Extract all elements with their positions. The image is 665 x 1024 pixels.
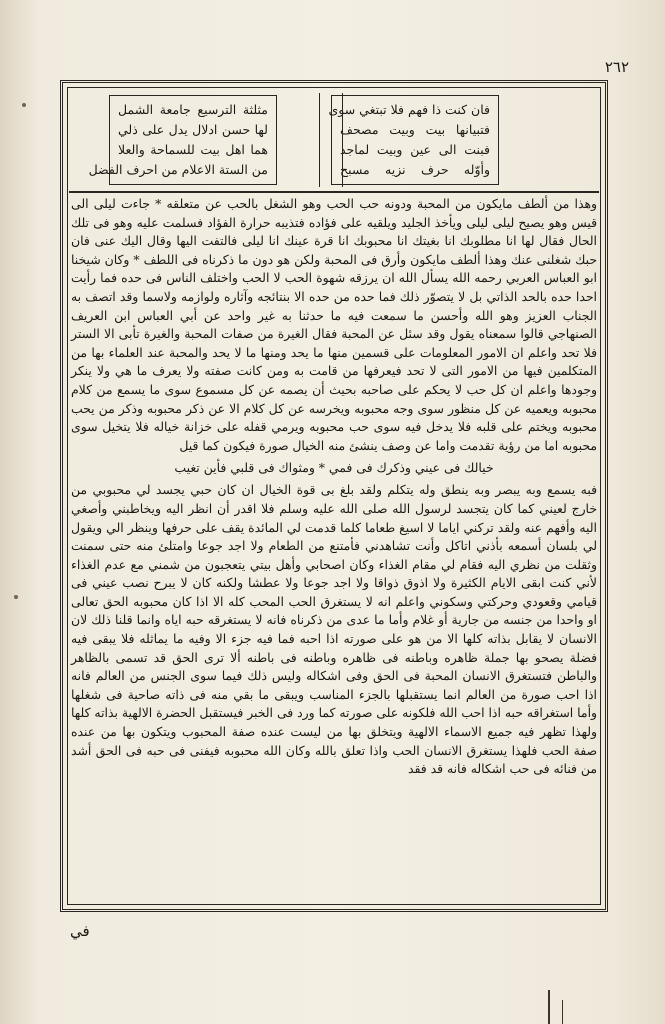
poem-line: فتبيانها بيت وبيت مصحف xyxy=(340,122,490,137)
poem-line: فان كنت ذا فهم فلا تبتغي سوى xyxy=(328,102,490,117)
page-number: ٢٦٢ xyxy=(604,58,629,76)
verse-line: خيالك فى عيني وذكرك فى فمي * ومثواك فى قلبي فأين تغيب xyxy=(174,460,494,476)
poem-line: وأوّله حرف نزيه مسبح xyxy=(340,162,490,177)
paragraph: وهذا من ألطف مايكون من المحبة ودونه حب الحب وهو الشغل بالحب عن متعلقه * جاءت ليلى الى قيس وهو يصيح ليلى ليلى ويأخذ الجليد ويلقيه على فؤاده فتذيبه حرارة الفؤاد فسلمت عليه وهو فى تلك الحال فقال لها انا مطلوبك انا بغيتك انا محبوبك انا قرة عينك انا ليلى فالتفت اليها وقال اليك عنى فان حبك شغلنى عنك وهذا ألطف مايكون وأرق فى المحبة ولكن هو دون ما ذكرناه فى اللطف * وكان شيخنا ابو العباس العربي رحمه الله يسأل الله ان يرزقه شهوة الحب لا الحب واختلف الناس فى حده فما رأيت احدا حده بالحد الذاتي بل لا يتصوّر ذلك فما حده من حده الا بنتائجه وآثاره ولوازمه ولاسما وقد اتصف به الجناب العزيز وهو الله وأحسن ما سمعت فيه ما حدثنا به غير واحد عن أبي العباس ابن العريف الصنهاجي قالوا سمعناه يقول وقد سئل عن المحبة فقال الغيرة من صفات المحبة والغيرة تأبى الا الستر فلا تحد واعلم ان الامور المعلومات على قسمين منها ما يحد ومنها ما لا يحد والمحبة عند العلماء بها من المتكلمين فيها من الامور التى لا تحد فيعرفها من قامت به ومن كانت صفته ولا يعرف ما هي ولا ينكر وجودها واعلم ان كل حب لا يحكم على صاحبه بحيث أن يصمه عن كل مسموع سوى ما يسمع من كلام محبوبه ويعميه عن كل منظور سوى وجه محبوبه ويخرسه عن كل كلام الا عن ذكر محبوبه وذكر من يحب محبوبه ويختم على قلبه فلا يدخل فيه سوى حب محبوبه ويرمي قفله على خزانة خياله فلا يتخيل سوى محبوبه اما من رؤية تقدمت واما عن وصف ينشئ منه الخيال صورة فيكون كما قيل xyxy=(71,196,597,453)
paper-stain xyxy=(14,595,18,599)
catchword: في xyxy=(70,922,90,940)
poem-divider xyxy=(319,93,343,187)
poem-line: فبنت الى عين وبيت لماجد xyxy=(340,142,490,157)
poem-right-stanza xyxy=(328,95,499,185)
poem-line: من الستة الاعلام من احرف الفضل xyxy=(88,162,268,177)
margin-mark xyxy=(562,1000,563,1024)
main-text xyxy=(71,195,597,903)
poem-line: مثلثة الترسيع جامعة الشمل xyxy=(118,102,268,117)
margin-mark xyxy=(548,990,550,1024)
poem-line: لها حسن ادلال يدل على ذلي xyxy=(118,122,268,137)
poem-left-stanza xyxy=(88,95,277,185)
paragraph: فبه يسمع وبه يبصر وبه ينطق وله يتكلم ولقد بلغ بى قوة الخيال ان كان حبي يجسد لي محبوبي من خارج لعيني كما كان يتجسد لرسول الله صلى الله عليه وسلم فلا اقدر أن انظر اليه ويخاطبني وأصغي اليه وأفهم عنه ولقد تركني اياما لا اسيغ طعاما كلما قدمت لي المائدة يقف على حرفها وينظر الي ويقول لي بلسان أسمعه بأذني اتاكل وأنت تشاهدني فأمتنع من الطعام ولا اجد جوعا وامتلئ منه حتى سمنت وثقلت من نظري اليه فقام لي مقام الغذاء وكان اصحابي وأهل بيتي يتعجبون من شمني مع عدم الغذاء لأني كنت ابقى الايام الكثيرة ولا اذوق ذواقا ولا اجد جوعا ولا عطشا ولكنه كان لا يبرح نصب عيني فى قيامي وقعودي وحركتي وسكوني واعلم انه لا يستغرق الحب المحب كله الا اذا كان محبوبه الحق تعالى او واحدا من جنسه من جارية أو غلام وأما ما عدى من ذكرناه فانه لا يستغرقه حبه اياه وانما قلنا ذلك لان الانسان لا يقابل بذاته كلها الا من هو على صورته اذا احبه فما فيه جزء الا وفيه ما يماثله فلا يبقى فيه فضلة يصحو بها جملة ظاهره وباطنه فى ظاهره وباطنه فى باطنه ألا ترى الحق قد تسمى بالظاهر والباطن فتستغرق الانسان المحبة فى الحق وفى اشكاله وليس ذلك فيما سوى الجنس من العالم فانه اذا احب صورة من العالم انما يستقبلها بالجزء المناسب ويبقى ما بقي منه فى ذاته صاحية فى شغلها وأما استغراقه حبه اذا احب الله فلكونه على صورته كما ورد فى الخبر فيستقبل الحضرة الالهية بذاته كلها ولهذا تظهر فيه جميع الاسماء الالهية ويتخلق بها من ليست عنده صفة المحبوب ويتكون بها من عنده صفة الحب فلهذا يستغرق الانسان الحب واذا تعلق بالله وكان الله محبوبه فيفنى فى حبه فى الحق أشد من فنائه فى حب اشكاله فانه قد فقد xyxy=(71,482,597,777)
text-frame xyxy=(60,80,608,912)
poem-header xyxy=(69,89,599,193)
poem-line: هما اهل بيت للسماحة والعلا xyxy=(118,142,268,157)
paper-stain xyxy=(22,103,26,107)
